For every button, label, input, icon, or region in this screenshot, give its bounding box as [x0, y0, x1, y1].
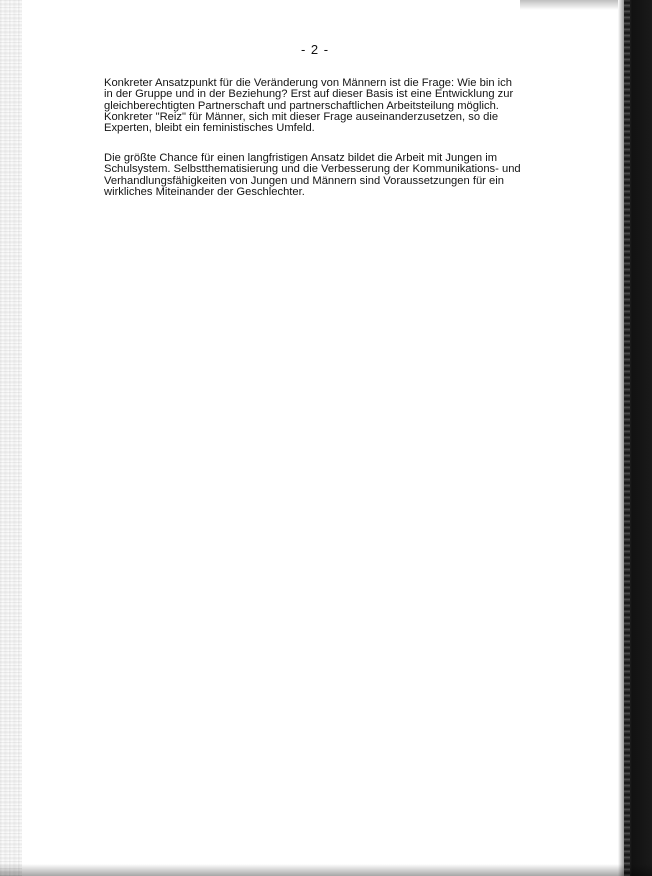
page-number: - 2 - [300, 42, 330, 57]
paragraph-2 [104, 153, 534, 198]
scan-edge-left [0, 0, 22, 876]
paragraph-line: wirkliches Miteinander der Geschlechter. [104, 185, 305, 198]
scan-edge-bottom [0, 864, 652, 876]
paragraph-line: Konkreter Ansatzpunkt für die Veränderung von Männern ist die Frage: Wie bin ich [104, 77, 512, 89]
paragraph-line: Experten, bleibt ein feministisches Umfeld. [104, 122, 315, 135]
paragraph-1 [104, 78, 534, 134]
paragraph-line: Konkreter "Reiz" für Männer, sich mit dieser Frage auseinanderzusetzen, so die [104, 110, 499, 123]
paragraph-line: gleichberechtigten Partnerschaft und partnerschaftlichen Arbeitsteilung möglich. [104, 99, 499, 112]
scan-edge-right-shadow [624, 0, 630, 876]
paragraph-line: Verhandlungsfähigkeiten von Jungen und Männern sind Voraussetzungen für ein [104, 174, 504, 187]
paragraph-line: Schulsystem. Selbstthematisierung und die Verbesserung der Kommunikations- und [104, 163, 521, 176]
scan-edge-top [520, 0, 630, 10]
paragraph-line: Die größte Chance für einen langfristigen Ansatz bildet die Arbeit mit Jungen im [104, 152, 498, 164]
paragraph-line: in der Gruppe und in der Beziehung? Erst auf dieser Basis ist eine Entwicklung zur [104, 88, 514, 101]
